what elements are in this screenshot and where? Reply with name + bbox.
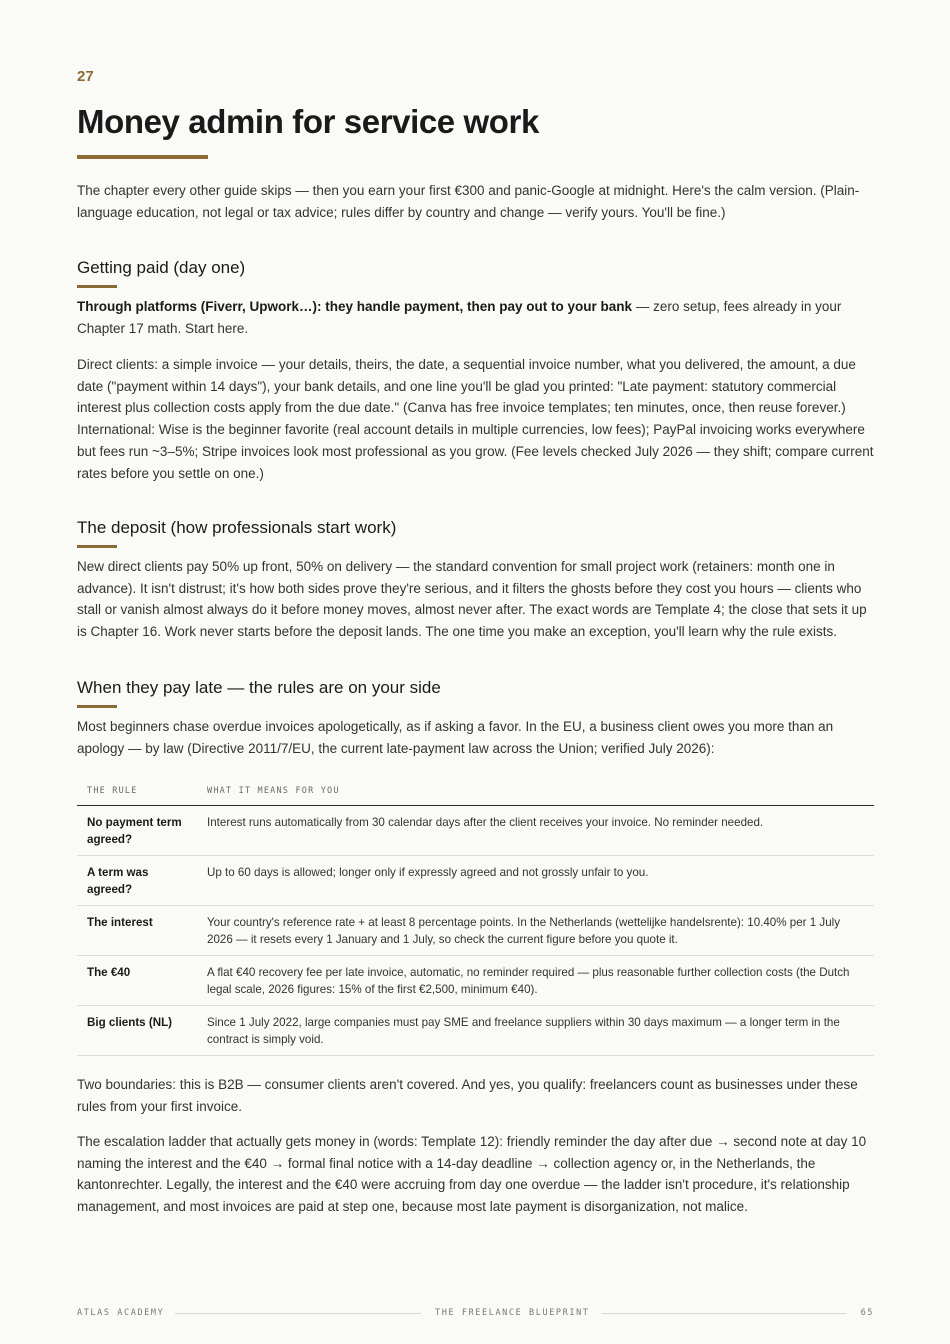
late-payment-rules-table xyxy=(77,776,874,1056)
deposit-paragraph: New direct clients pay 50% up front, 50% on delivery — the standard convention for small project work (retainers: month one in advance). It isn't distrust; it's how both sides prove they're serious, and it filters the ghosts before they cost you hours — clients who stall or vanish almost always do it before money moves, almost never after. The exact words are Template 4; the close that sets it up is Chapter 16. Work never starts before the deposit lands. The one time you make an exception, you'll learn why the rule exists. xyxy=(77,559,867,640)
heading-underline xyxy=(77,545,117,548)
escalation-paragraph: The escalation ladder that actually gets money in (words: Template 12): friendly reminder the day after due → second note at day 10 naming the interest and the €40 → formal final notice with a 14-day deadline → collection agency or, in the Netherlands, the kantonrechter. Legally, the interest and the €40 were accruing from day one overdue — the ladder isn't procedure, it's relationship management, and most invoices are paid at step one, because most late payment is disorganization, not malice. xyxy=(77,1134,867,1215)
column-header-rule: THE RULE xyxy=(77,776,197,806)
meaning-cell: Your country's reference rate + at least 8 percentage points. In the Netherlands (wettelijke handelsrente): 10.40% per 1 July 2026 — it resets every 1 January and 1 July, so check the current figure before you quote it. xyxy=(197,906,874,956)
meaning-cell: Interest runs automatically from 30 calendar days after the client receives your invoice. No reminder needed. xyxy=(197,806,874,856)
table-header-row xyxy=(77,776,874,806)
page-title: Money admin for service work xyxy=(77,103,539,140)
section-heading: When they pay late — the rules are on your side xyxy=(77,678,441,697)
section-late-payment xyxy=(77,677,874,708)
section-deposit xyxy=(77,517,874,548)
boundaries-paragraph: Two boundaries: this is B2B — consumer clients aren't covered. And yes, you qualify: freelancers count as businesses under these rules from your first invoice. xyxy=(77,1077,858,1114)
late-intro-paragraph: Most beginners chase overdue invoices apologetically, as if asking a favor. In the EU, a business client owes you more than an apology — by law (Directive 2011/7/EU, the current late-payment law across the Union; verified July 2026): xyxy=(77,719,834,756)
table-row xyxy=(77,856,874,906)
table-row xyxy=(77,906,874,956)
platform-paragraph-lead: Through platforms (Fiverr, Upwork…): they handle payment, then pay out to your bank xyxy=(77,299,633,314)
footer-brand: ATLAS ACADEMY xyxy=(77,1308,165,1318)
table-row xyxy=(77,956,874,1006)
platform-paragraph-rest: — zero setup, fees already in your Chapter 17 math. Start here. xyxy=(77,299,842,336)
page-footer xyxy=(77,1306,874,1322)
section-getting-paid xyxy=(77,257,874,288)
rule-cell: The €40 xyxy=(77,956,197,1006)
rule-cell: No payment term agreed? xyxy=(77,806,197,856)
intro-paragraph: The chapter every other guide skips — then you earn your first €300 and panic-Google at midnight. Here's the calm version. (Plain-language education, not legal or tax advice; rules differ by country and change — verify yours. You'll be fine.) xyxy=(77,183,860,220)
platform-paragraph xyxy=(77,296,874,339)
rule-cell: The interest xyxy=(77,906,197,956)
invoice-paragraph: Direct clients: a simple invoice — your details, theirs, the date, a sequential invoice number, what you delivered, the amount, a due date ("payment within 14 days"), your bank details, and one line you'll be glad you printed: "Late payment: statutory commercial interest plus collection costs apply from the due date." (Canva has free invoice templates; ten minutes, once, then reuse forever.) International: Wise is the beginner favorite (real account details in multiple currencies, low fees); PayPal invoicing works everywhere but fees run ~3–5%; Stripe invoices look most professional as you grow. (Fee levels checked July 2026 — they shift; compare current rates before you settle on one.) xyxy=(77,357,874,481)
page-number: 65 xyxy=(860,1308,874,1318)
meaning-cell: A flat €40 recovery fee per late invoice, automatic, no reminder required — plus reasonable further collection costs (the Dutch legal scale, 2026 figures: 15% of the first €2,500, minimum €40). xyxy=(197,956,874,1006)
column-header-meaning: WHAT IT MEANS FOR YOU xyxy=(197,776,874,806)
meaning-cell: Since 1 July 2022, large companies must pay SME and freelance suppliers within 30 days maximum — a longer term in the contract is simply void. xyxy=(197,1006,874,1056)
table-row xyxy=(77,1006,874,1056)
title-underline xyxy=(77,155,208,159)
table-row xyxy=(77,806,874,856)
meaning-cell: Up to 60 days is allowed; longer only if expressly agreed and not grossly unfair to you. xyxy=(197,856,874,906)
heading-underline xyxy=(77,285,117,288)
rule-cell: Big clients (NL) xyxy=(77,1006,197,1056)
footer-book-title: THE FREELANCE BLUEPRINT xyxy=(435,1308,590,1318)
footer-divider xyxy=(602,1313,846,1314)
chapter-number: 27 xyxy=(77,68,94,85)
heading-underline xyxy=(77,705,117,708)
section-heading: Getting paid (day one) xyxy=(77,258,246,277)
section-heading: The deposit (how professionals start work) xyxy=(77,518,397,537)
footer-divider xyxy=(175,1313,421,1314)
rule-cell: A term was agreed? xyxy=(77,856,197,906)
